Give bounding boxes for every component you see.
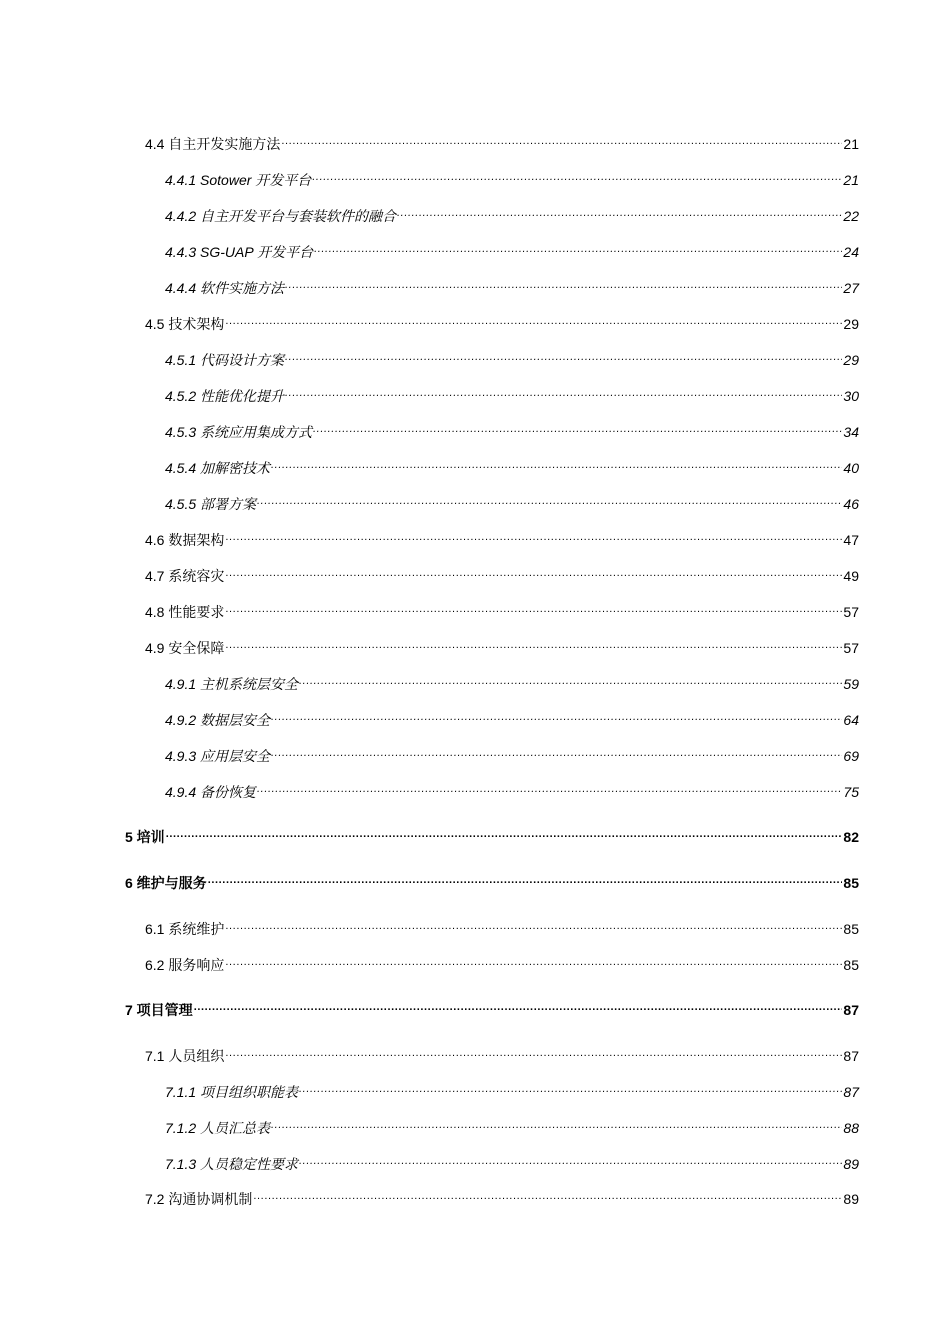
toc-entry-page: 29 — [843, 352, 859, 368]
dot-leader — [253, 1184, 842, 1204]
dot-leader — [271, 453, 842, 473]
toc-entry-title: 4.9.4 备份恢复 — [165, 784, 257, 800]
dot-leader — [299, 1077, 842, 1097]
toc-entry[interactable] — [165, 201, 859, 224]
toc-entry[interactable] — [165, 453, 859, 476]
toc-entry-page: 34 — [843, 424, 859, 440]
toc-entry-page: 24 — [843, 244, 859, 260]
toc-entry-page: 21 — [843, 136, 859, 152]
dot-leader — [225, 309, 842, 329]
dot-leader — [299, 1149, 842, 1169]
toc-entry[interactable] — [165, 381, 859, 404]
toc-entry-page: 89 — [843, 1191, 859, 1207]
toc-entry-page: 85 — [843, 875, 859, 891]
toc-entry-title: 7.1 人员组织 — [145, 1048, 225, 1064]
toc-entry-title: 6.2 服务响应 — [145, 957, 225, 973]
toc-entry[interactable] — [165, 273, 859, 296]
toc-entry-title: 4.5.4 加解密技术 — [165, 460, 271, 476]
dot-leader — [225, 597, 842, 617]
toc-entry-title: 4.9.2 数据层安全 — [165, 712, 271, 728]
toc-entry[interactable] — [145, 914, 859, 937]
toc-entry-title: 4.7 系统容灾 — [145, 568, 225, 584]
toc-entry[interactable] — [145, 309, 859, 332]
toc-entry-page: 30 — [843, 388, 859, 404]
toc-entry-page: 59 — [843, 676, 859, 692]
dot-leader — [271, 741, 842, 761]
toc-entry[interactable] — [165, 1149, 859, 1172]
toc-entry-title: 4.9.1 主机系统层安全 — [165, 676, 299, 692]
dot-leader — [285, 273, 842, 293]
toc-entry-page: 46 — [843, 496, 859, 512]
toc-entry-title: 4.5.5 部署方案 — [165, 496, 257, 512]
dot-leader — [281, 129, 842, 149]
toc-entry-title: 4.5.2 性能优化提升 — [165, 388, 285, 404]
dot-leader — [225, 914, 842, 934]
dot-leader — [314, 237, 842, 257]
toc-entry[interactable] — [125, 995, 859, 1018]
dot-leader — [225, 633, 842, 653]
toc-entry-page: 87 — [843, 1084, 859, 1100]
dot-leader — [285, 381, 842, 401]
toc-entry-page: 89 — [843, 1156, 859, 1172]
toc-entry[interactable] — [165, 165, 859, 188]
dot-leader — [225, 950, 842, 970]
toc-entry-page: 47 — [843, 532, 859, 548]
toc-entry-title: 7.2 沟通协调机制 — [145, 1191, 253, 1207]
dot-leader — [225, 1041, 842, 1061]
toc-entry-page: 82 — [843, 829, 859, 845]
toc-entry-page: 69 — [843, 748, 859, 764]
toc-entry-title: 6 维护与服务 — [125, 875, 207, 891]
toc-entry[interactable] — [165, 417, 859, 440]
toc-entry-title: 4.5.1 代码设计方案 — [165, 352, 285, 368]
toc-entry-title: 4.4.1 Sotower 开发平台 — [165, 172, 312, 188]
dot-leader — [257, 489, 842, 509]
toc-entry-page: 85 — [843, 957, 859, 973]
dot-leader — [166, 822, 843, 842]
toc-entry[interactable] — [125, 822, 859, 845]
toc-entry[interactable] — [165, 705, 859, 728]
toc-entry-page: 87 — [843, 1048, 859, 1064]
toc-entry-page: 57 — [843, 604, 859, 620]
toc-entry-title: 4.9.3 应用层安全 — [165, 748, 271, 764]
toc-entry[interactable] — [165, 1113, 859, 1136]
toc-entry-title: 7 项目管理 — [125, 1002, 193, 1018]
toc-entry[interactable] — [145, 1184, 859, 1207]
toc-entry-title: 4.9 安全保障 — [145, 640, 225, 656]
dot-leader — [312, 165, 842, 185]
dot-leader — [225, 561, 842, 581]
dot-leader — [225, 525, 842, 545]
dot-leader — [397, 201, 842, 221]
toc-entry-title: 4.4.3 SG-UAP 开发平台 — [165, 244, 314, 260]
toc-entry[interactable] — [165, 237, 859, 260]
toc-entry[interactable] — [145, 525, 859, 548]
toc-entry[interactable] — [165, 345, 859, 368]
toc-entry[interactable] — [145, 1041, 859, 1064]
dot-leader — [271, 705, 842, 725]
toc-entry-title: 4.4 自主开发实施方法 — [145, 136, 281, 152]
dot-leader — [299, 669, 842, 689]
toc-entry[interactable] — [165, 1077, 859, 1100]
toc-entry-page: 40 — [843, 460, 859, 476]
toc-entry-title: 4.8 性能要求 — [145, 604, 225, 620]
toc-entry[interactable] — [125, 868, 859, 891]
toc-entry-title: 6.1 系统维护 — [145, 921, 225, 937]
toc-entry[interactable] — [165, 777, 859, 800]
toc-entry[interactable] — [145, 950, 859, 973]
toc-entry-title: 5 培训 — [125, 829, 165, 845]
toc-entry-title: 4.4.2 自主开发平台与套装软件的融合 — [165, 208, 397, 224]
toc-entry-title: 7.1.2 人员汇总表 — [165, 1120, 271, 1136]
toc-entry-title: 7.1.3 人员稳定性要求 — [165, 1156, 299, 1172]
toc-entry-page: 22 — [843, 208, 859, 224]
toc-entry[interactable] — [165, 489, 859, 512]
dot-leader — [271, 1113, 842, 1133]
dot-leader — [208, 868, 843, 888]
toc-entry-page: 85 — [843, 921, 859, 937]
toc-entry-page: 88 — [843, 1120, 859, 1136]
toc-entry-title: 4.5.3 系统应用集成方式 — [165, 424, 313, 440]
toc-entry-page: 29 — [843, 316, 859, 332]
toc-entry-title: 4.4.4 软件实施方法 — [165, 280, 285, 296]
toc-entry[interactable] — [145, 633, 859, 656]
toc-entry[interactable] — [145, 597, 859, 620]
toc-entry[interactable] — [165, 669, 859, 692]
toc-entry-page: 87 — [843, 1002, 859, 1018]
toc-entry[interactable] — [145, 129, 859, 152]
toc-entry[interactable] — [145, 561, 859, 584]
toc-entry[interactable] — [165, 741, 859, 764]
toc-entry-page: 49 — [843, 568, 859, 584]
dot-leader — [313, 417, 842, 437]
toc-entry-title: 7.1.1 项目组织职能表 — [165, 1084, 299, 1100]
toc-entry-page: 21 — [843, 172, 859, 188]
toc-entry-page: 27 — [843, 280, 859, 296]
dot-leader — [194, 995, 843, 1015]
toc-entry-title: 4.5 技术架构 — [145, 316, 225, 332]
toc-entry-page: 75 — [843, 784, 859, 800]
toc-entry-page: 64 — [843, 712, 859, 728]
toc-entry-page: 57 — [843, 640, 859, 656]
dot-leader — [257, 777, 842, 797]
dot-leader — [285, 345, 842, 365]
toc-entry-title: 4.6 数据架构 — [145, 532, 225, 548]
